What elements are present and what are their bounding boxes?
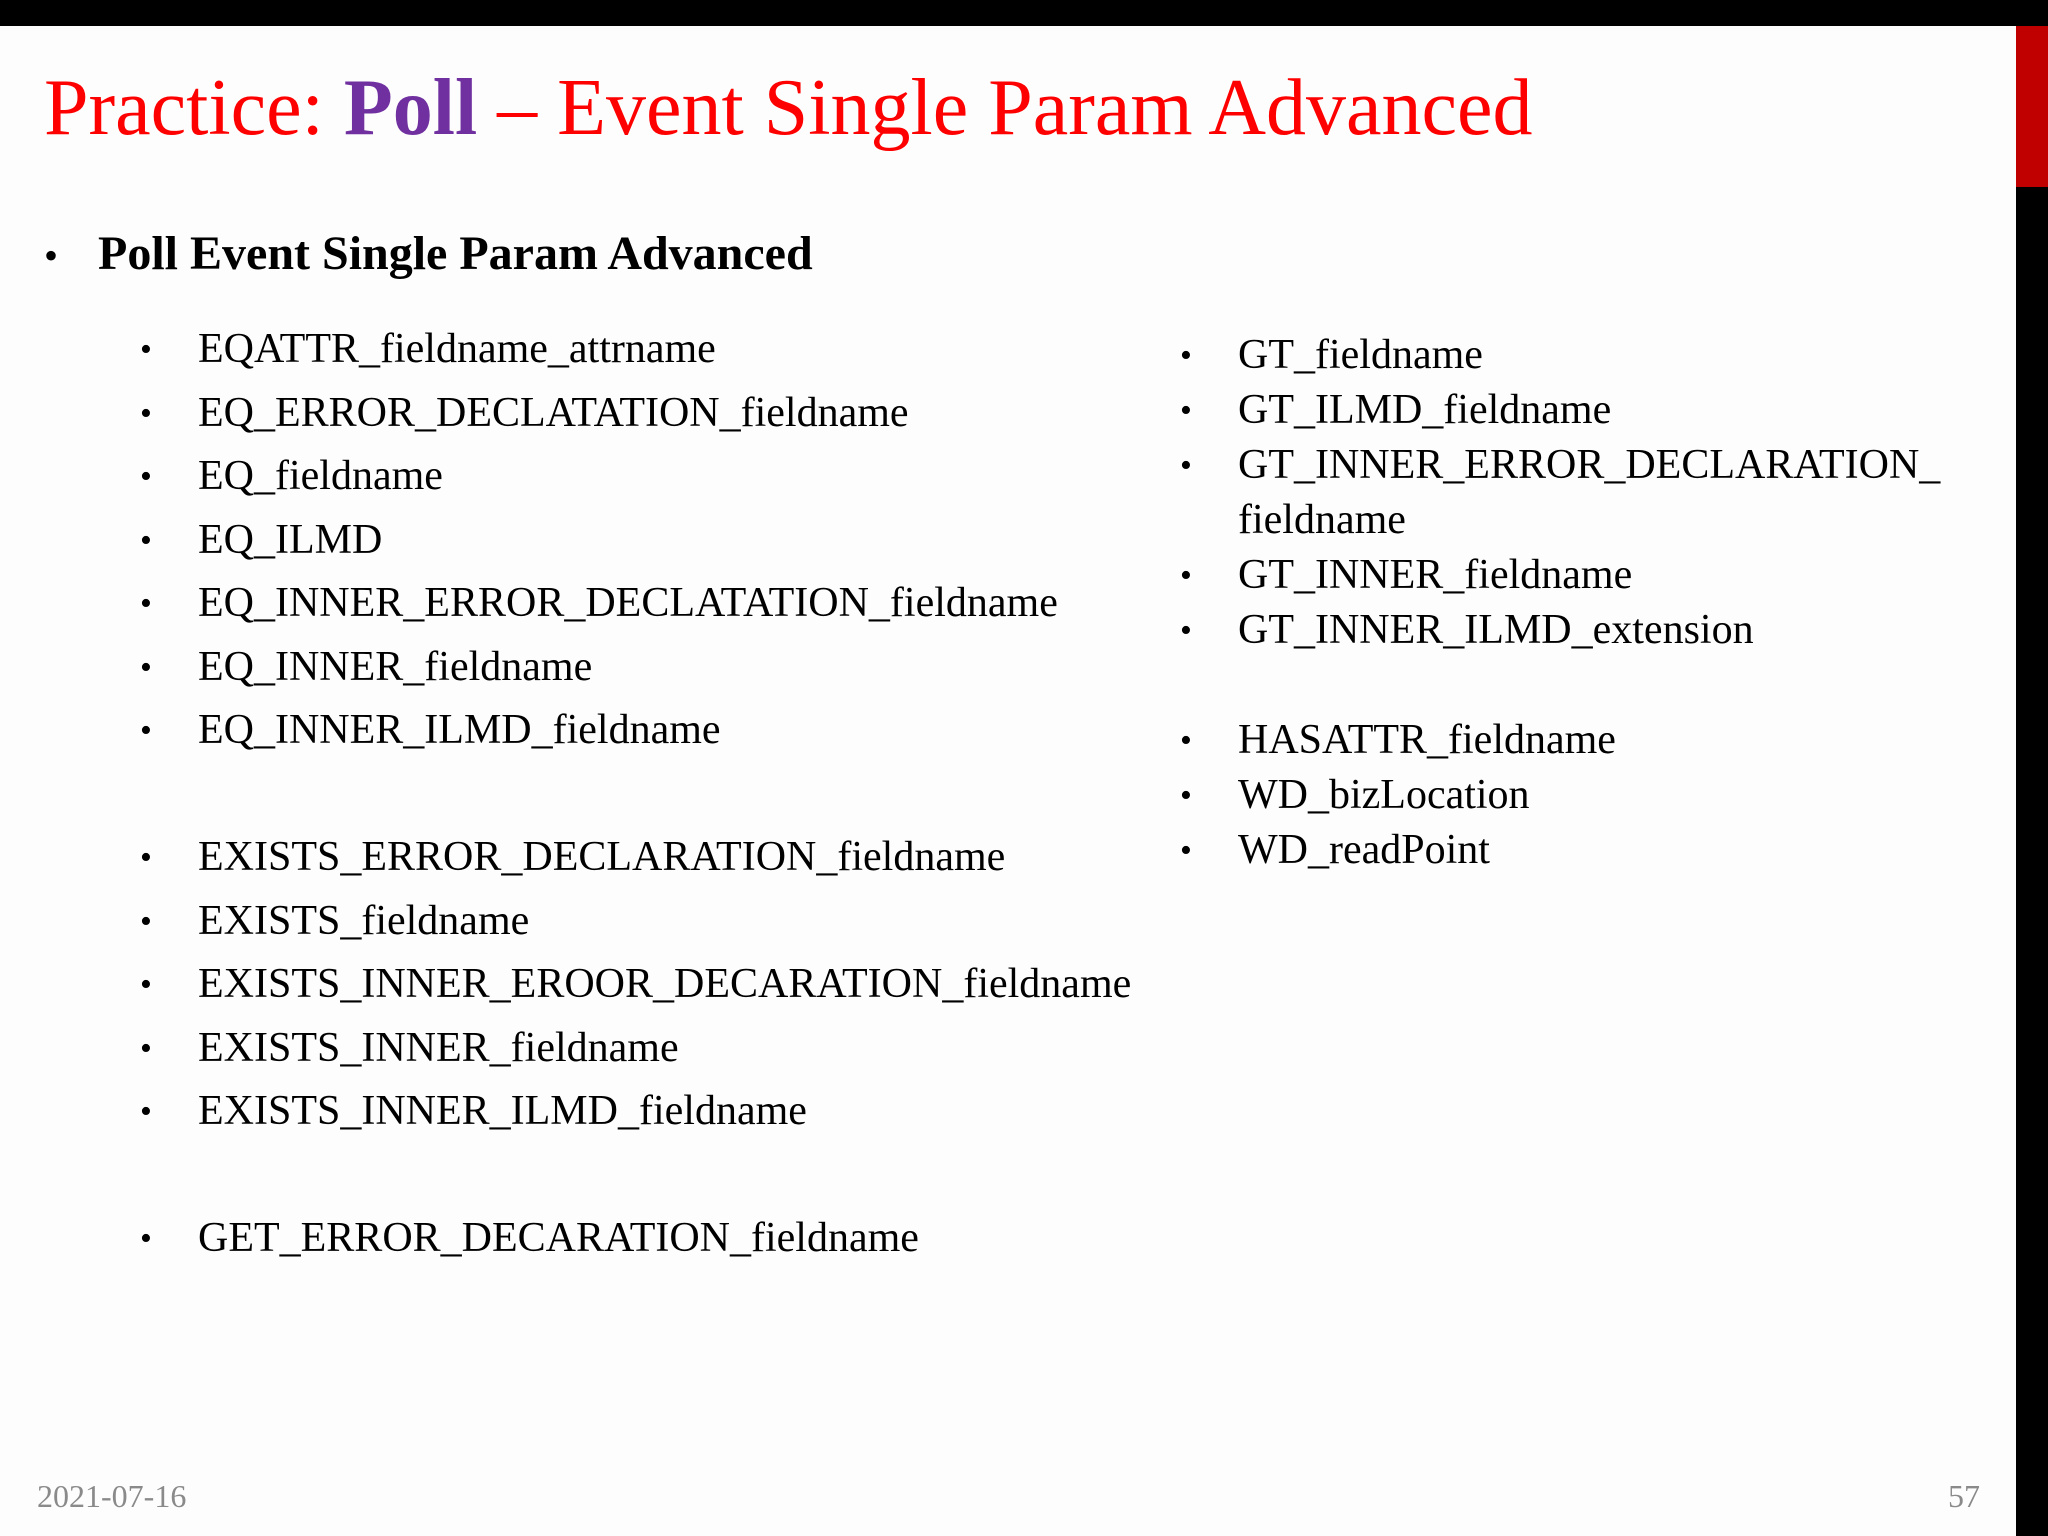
list-item: • GT_INNER_fieldname — [1180, 548, 2010, 603]
list-item: • EQ_INNER_fieldname — [140, 636, 1131, 700]
bullet-icon: • — [1180, 777, 1192, 814]
title-prefix: Practice: — [44, 64, 344, 152]
list-spacer — [140, 763, 1131, 827]
slide-title — [44, 60, 1532, 156]
bullet-icon: • — [140, 712, 152, 749]
page-number: 57 — [1948, 1478, 1980, 1514]
list-item: • GT_INNER_ILMD_extension — [1180, 603, 2010, 658]
title-suffix: – Event Single Param Advanced — [477, 64, 1533, 152]
bullet-icon: • — [140, 966, 152, 1003]
bullet-icon: • — [1180, 392, 1192, 429]
list-item: • EXISTS_fieldname — [140, 890, 1131, 954]
list-item: • GET_ERROR_DECARATION_fieldname — [140, 1207, 1131, 1271]
list-item: • EQ_fieldname — [140, 445, 1131, 509]
list-item: • WD_bizLocation — [1180, 768, 2010, 823]
bullet-icon: • — [44, 233, 59, 278]
list-item: • EQ_ERROR_DECLATATION_fieldname — [140, 382, 1131, 446]
list-item: • EQ_ILMD — [140, 509, 1131, 573]
footer-date: 2021-07-16 — [37, 1478, 187, 1514]
list-item: • HASATTR_fieldname — [1180, 713, 2010, 768]
list-item: • EXISTS_INNER_EROOR_DECARATION_fieldname — [140, 953, 1131, 1017]
section-heading — [44, 224, 813, 286]
bullet-icon: • — [140, 839, 152, 876]
list-item: • EXISTS_INNER_ILMD_fieldname — [140, 1080, 1131, 1144]
bullet-icon: • — [140, 1220, 152, 1257]
list-item: • EXISTS_ERROR_DECLARATION_fieldname — [140, 826, 1131, 890]
bullet-icon: • — [140, 1093, 152, 1130]
bullet-icon: • — [140, 1029, 152, 1067]
list-item: • WD_readPoint — [1180, 823, 2010, 878]
list-item-continuation: fieldname — [1238, 497, 1406, 543]
bullet-icon: • — [140, 648, 152, 686]
bullet-icon: • — [140, 902, 152, 940]
list-item: • EQ_INNER_ILMD_fieldname — [140, 699, 1131, 763]
left-param-list — [140, 318, 1131, 1271]
list-item: • GT_ILMD_fieldname — [1180, 383, 2010, 438]
list-item: • GT_fieldname — [1180, 328, 2010, 383]
bullet-icon: • — [1180, 612, 1192, 649]
bullet-icon: • — [140, 585, 152, 622]
list-item: • EQATTR_fieldname_attrname — [140, 318, 1131, 382]
bullet-icon: • — [140, 458, 152, 495]
bullet-icon: • — [1180, 447, 1192, 484]
top-black-bar — [0, 0, 2048, 26]
list-spacer — [140, 1144, 1131, 1208]
list-item: • GT_INNER_ERROR_DECLARATION_ — [1180, 438, 2010, 493]
list-item: • EQ_INNER_ERROR_DECLATATION_fieldname — [140, 572, 1131, 636]
right-param-list — [1180, 328, 2010, 878]
section-heading-text: Poll Event Single Param Advanced — [98, 227, 813, 280]
right-edge-strip — [2016, 26, 2048, 1536]
list-spacer — [1180, 658, 2010, 713]
bullet-icon: • — [1180, 722, 1192, 759]
bullet-icon: • — [140, 521, 152, 559]
bullet-icon: • — [1180, 337, 1192, 374]
list-item: • EXISTS_INNER_fieldname — [140, 1017, 1131, 1081]
bullet-icon: • — [1180, 557, 1192, 594]
bullet-icon: • — [1180, 832, 1192, 869]
bullet-icon: • — [140, 394, 152, 432]
accent-bar — [2016, 26, 2048, 187]
slide — [0, 26, 2016, 1536]
bullet-icon: • — [140, 331, 152, 368]
title-highlight: Poll — [343, 64, 478, 152]
